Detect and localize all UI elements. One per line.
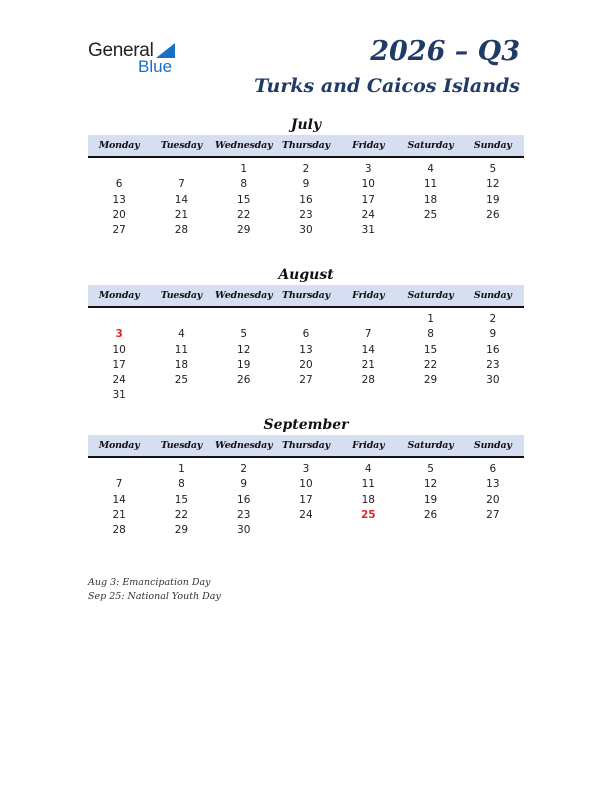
- day-cell: 25: [174, 374, 189, 387]
- day-cell: [275, 312, 337, 327]
- page-title: 2026 – Q3: [370, 36, 520, 67]
- day-cell: 19: [237, 358, 251, 371]
- day-cell: 12: [423, 478, 438, 491]
- country-title: Turks and Caicos Islands: [254, 75, 520, 97]
- day-cell: 26: [486, 208, 500, 221]
- logo: [88, 40, 188, 76]
- day-cell: 28: [112, 524, 126, 537]
- month-name: September: [263, 417, 349, 433]
- day-cell: 2: [489, 313, 497, 325]
- day-cell: 14: [112, 493, 126, 506]
- week-row: [88, 223, 524, 238]
- day-cell: 1: [427, 313, 434, 325]
- day-cell: 24: [299, 508, 313, 521]
- day-cell: 1: [178, 463, 185, 475]
- day-cell: 18: [174, 358, 189, 371]
- day-cell: 4: [427, 163, 434, 175]
- day-cell: 12: [486, 178, 500, 191]
- day-cell: 30: [237, 524, 251, 537]
- day-cell: 23: [299, 208, 313, 221]
- weekday-label: Saturday: [407, 290, 454, 301]
- weekday-label: Friday: [352, 290, 385, 301]
- week-row: [88, 493, 524, 508]
- holiday-note: Sep 25: National Youth Day: [88, 591, 221, 602]
- day-cell: 11: [174, 343, 189, 356]
- day-cell: 22: [174, 508, 189, 521]
- day-cell: [337, 523, 399, 538]
- week-row: [88, 343, 524, 358]
- day-cell: 23: [486, 358, 500, 371]
- day-cell: 28: [174, 224, 189, 237]
- day-cell: 21: [361, 358, 375, 371]
- month-name: July: [290, 117, 322, 133]
- day-cell: [213, 312, 275, 327]
- day-cell: 8: [178, 478, 185, 491]
- week-row: [88, 177, 524, 192]
- day-cell: [213, 388, 275, 403]
- day-cell: [88, 312, 150, 327]
- day-cell: [337, 388, 399, 403]
- weekday-label: Monday: [98, 290, 140, 301]
- day-cell: 3: [302, 463, 310, 475]
- day-cell: [462, 523, 524, 538]
- day-cell: 8: [427, 328, 434, 341]
- day-cell: 2: [302, 163, 310, 175]
- day-cell: [462, 223, 524, 238]
- day-cell: 6: [115, 178, 123, 191]
- day-cell: 18: [361, 493, 375, 506]
- day-cell: 10: [361, 178, 375, 191]
- weekday-label: Friday: [352, 140, 385, 151]
- day-cell: 27: [486, 508, 500, 521]
- day-cell: 4: [364, 463, 372, 475]
- day-cell: 31: [112, 389, 126, 402]
- day-cell: 20: [299, 358, 313, 371]
- day-cell: 4: [178, 328, 185, 341]
- day-cell: 15: [237, 193, 251, 206]
- month-calendar-september: [88, 415, 524, 538]
- day-cell: [150, 388, 212, 403]
- week-row: [88, 508, 524, 523]
- week-row: [88, 523, 524, 538]
- day-cell: [399, 523, 461, 538]
- weekday-label: Monday: [98, 140, 140, 151]
- day-cell: 7: [178, 178, 185, 191]
- day-cell: 16: [237, 493, 251, 506]
- month-name: August: [278, 267, 334, 283]
- week-row: [88, 208, 524, 223]
- week-row: [88, 388, 524, 403]
- logo-general-text: General: [88, 40, 154, 61]
- day-cell: 27: [112, 224, 126, 237]
- day-cell: 2: [240, 463, 248, 475]
- weekday-label: Thursday: [282, 290, 330, 301]
- weekday-label: Wednesday: [215, 440, 273, 451]
- day-cell: 22: [423, 358, 438, 371]
- week-row: [88, 162, 524, 177]
- weekday-label: Monday: [98, 440, 140, 451]
- holiday-day-cell: 3: [115, 328, 123, 341]
- day-cell: 17: [299, 493, 313, 506]
- day-cell: 23: [237, 508, 251, 521]
- day-cell: [150, 162, 212, 177]
- day-cell: 7: [364, 328, 372, 341]
- day-cell: 9: [302, 178, 310, 191]
- day-cell: 24: [112, 374, 126, 387]
- day-cell: [462, 388, 524, 403]
- day-cell: 16: [486, 343, 500, 356]
- logo-blue-text: Blue: [138, 57, 173, 76]
- day-cell: 11: [361, 478, 375, 491]
- weekday-label: Thursday: [282, 140, 330, 151]
- weekday-label: Friday: [352, 440, 385, 451]
- day-cell: 27: [299, 374, 313, 387]
- weekday-label: Wednesday: [215, 140, 273, 151]
- day-cell: 13: [299, 343, 313, 356]
- day-cell: 31: [361, 224, 375, 237]
- day-cell: 29: [174, 524, 189, 537]
- weekday-label: Saturday: [407, 140, 454, 151]
- day-cell: 12: [237, 343, 251, 356]
- day-cell: 9: [240, 478, 248, 491]
- weekday-label: Thursday: [282, 440, 330, 451]
- day-cell: 17: [112, 358, 126, 371]
- day-cell: 21: [112, 508, 126, 521]
- weekday-label: Tuesday: [160, 290, 203, 301]
- day-cell: 24: [361, 208, 375, 221]
- holiday-note: Aug 3: Emancipation Day: [88, 577, 211, 588]
- month-calendar-august: [88, 265, 524, 404]
- weekday-label: Tuesday: [160, 140, 203, 151]
- day-cell: 15: [423, 343, 438, 356]
- week-row: [88, 462, 524, 477]
- day-cell: 26: [423, 508, 438, 521]
- day-cell: 11: [423, 178, 438, 191]
- day-cell: [337, 312, 399, 327]
- holiday-day-cell: 25: [360, 508, 376, 521]
- weekday-header-row: [88, 285, 524, 308]
- day-cell: 9: [489, 328, 497, 341]
- day-cell: [399, 223, 461, 238]
- day-cell: 5: [240, 328, 248, 341]
- day-cell: [88, 162, 150, 177]
- day-cell: 15: [174, 493, 189, 506]
- day-cell: 21: [174, 208, 189, 221]
- weekday-header-row: [88, 135, 524, 158]
- day-cell: 26: [237, 374, 251, 387]
- holiday-notes: [88, 576, 221, 604]
- day-cell: 13: [486, 478, 500, 491]
- day-cell: 30: [299, 224, 313, 237]
- day-cell: 20: [112, 208, 126, 221]
- day-cell: 8: [240, 178, 248, 191]
- day-cell: 30: [486, 374, 500, 387]
- day-cell: 29: [237, 224, 251, 237]
- day-cell: 17: [361, 193, 375, 206]
- day-cell: 20: [486, 493, 500, 506]
- day-cell: [150, 312, 212, 327]
- day-cell: 28: [361, 374, 375, 387]
- day-cell: [399, 388, 461, 403]
- day-cell: 10: [112, 343, 126, 356]
- day-cell: [275, 388, 337, 403]
- day-cell: 3: [364, 163, 372, 175]
- day-cell: 14: [174, 193, 189, 206]
- day-cell: 6: [302, 328, 310, 341]
- weekday-label: Tuesday: [160, 440, 203, 451]
- week-row: [88, 358, 524, 373]
- day-cell: 6: [489, 463, 497, 475]
- day-cell: 29: [423, 374, 438, 387]
- day-cell: 18: [423, 193, 438, 206]
- day-cell: 16: [299, 193, 313, 206]
- week-row: [88, 373, 524, 388]
- day-cell: 5: [427, 463, 434, 475]
- week-row: [88, 327, 524, 342]
- day-cell: 19: [423, 493, 438, 506]
- day-cell: 5: [489, 163, 497, 175]
- weekday-label: Wednesday: [215, 290, 273, 301]
- day-cell: 1: [240, 163, 248, 175]
- day-cell: 10: [299, 478, 313, 491]
- weekday-label: Sunday: [473, 140, 512, 151]
- day-cell: 19: [486, 193, 500, 206]
- day-cell: 25: [423, 208, 438, 221]
- day-cell: [275, 523, 337, 538]
- week-row: [88, 193, 524, 208]
- weekday-header-row: [88, 435, 524, 458]
- day-cell: 22: [237, 208, 251, 221]
- day-cell: 7: [115, 478, 123, 491]
- logo-triangle-icon: [156, 43, 175, 58]
- week-row: [88, 312, 524, 327]
- day-cell: 13: [112, 193, 126, 206]
- day-cell: [88, 462, 150, 477]
- week-row: [88, 477, 524, 492]
- day-cell: 14: [361, 343, 375, 356]
- weekday-label: Sunday: [473, 440, 512, 451]
- month-calendar-july: [88, 115, 524, 238]
- weekday-label: Sunday: [473, 290, 512, 301]
- weekday-label: Saturday: [407, 440, 454, 451]
